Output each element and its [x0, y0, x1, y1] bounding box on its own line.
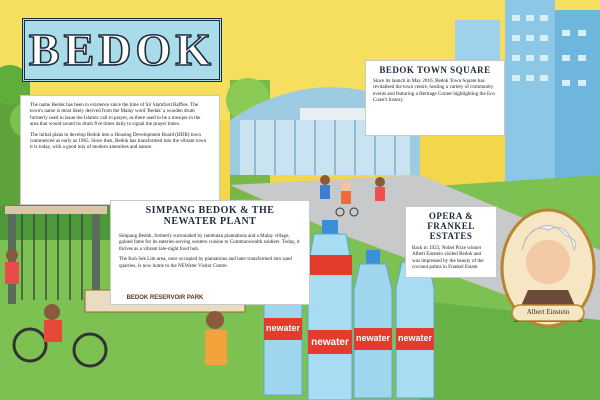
- intro-paragraph-1: The name Bedok has been in existence since the time of Sir Stamford Raffles. The town's name is most likely derived from the Malay word 'Beduk' a wooden drum formerly used to issue the Islamic call to prayer, as there used to be a mosque in the area that would sound its drum five times daily to signal the prayer times.: [30, 102, 201, 128]
- bench-sign-text: BEDOK RESERVOIR PARK: [126, 295, 204, 301]
- newater-panel: [110, 200, 310, 305]
- newater-heading: SIMPANG BEDOK & THE NEWATER PLANT: [145, 205, 275, 227]
- newater-paragraph-1: Simpang Bedok, formerly surrounded by rambutan plantations and a Malay village, gained fame for its eateries serving western cuisine to Commonwealth soldiers. Today, it thrives as a vibrant late-night food hub.: [119, 233, 300, 252]
- intro-panel: [20, 95, 220, 205]
- page-title-box: [22, 18, 222, 82]
- opera-panel: [405, 206, 497, 278]
- portrait-label: Albert Einstein: [526, 308, 570, 316]
- page-title: BEDOK: [28, 24, 216, 75]
- bottle-label-3: newater: [356, 333, 391, 343]
- town-square-panel: [365, 60, 505, 136]
- bottle-label-1: newater: [266, 323, 301, 333]
- intro-paragraph-2: The initial plans to develop Bedok into a Housing Development Board (HDB) town commenced as early as 1965. Since then, Bedok has transformed into the vibrant town it is today, with a good mix of modern amenities and nature.: [30, 131, 207, 151]
- opera-text: Back in 1923, Nobel Prize winner Albert Einstein visited Bedok and was impressed by the beauty of the coconut palms in Frankel Estate.: [412, 245, 484, 271]
- town-square-text: Since its launch in May 2016, Bedok Town Square has revitalised the town centre, hosting a variety of community events and featuring a Heritage Corner highlighting the Eco Coast's history.: [373, 78, 495, 104]
- newater-paragraph-2: The Koh Sek Lim area, once occupied by plantations and later transformed into sand quarries, is now home to the NEWater Visitor Centre.: [119, 256, 292, 269]
- town-square-heading: BEDOK TOWN SQUARE: [379, 65, 491, 75]
- opera-heading: OPERA & FRANKEL ESTATES: [427, 211, 475, 241]
- bottle-label-2: newater: [311, 337, 349, 348]
- bottle-label-4: newater: [398, 333, 433, 343]
